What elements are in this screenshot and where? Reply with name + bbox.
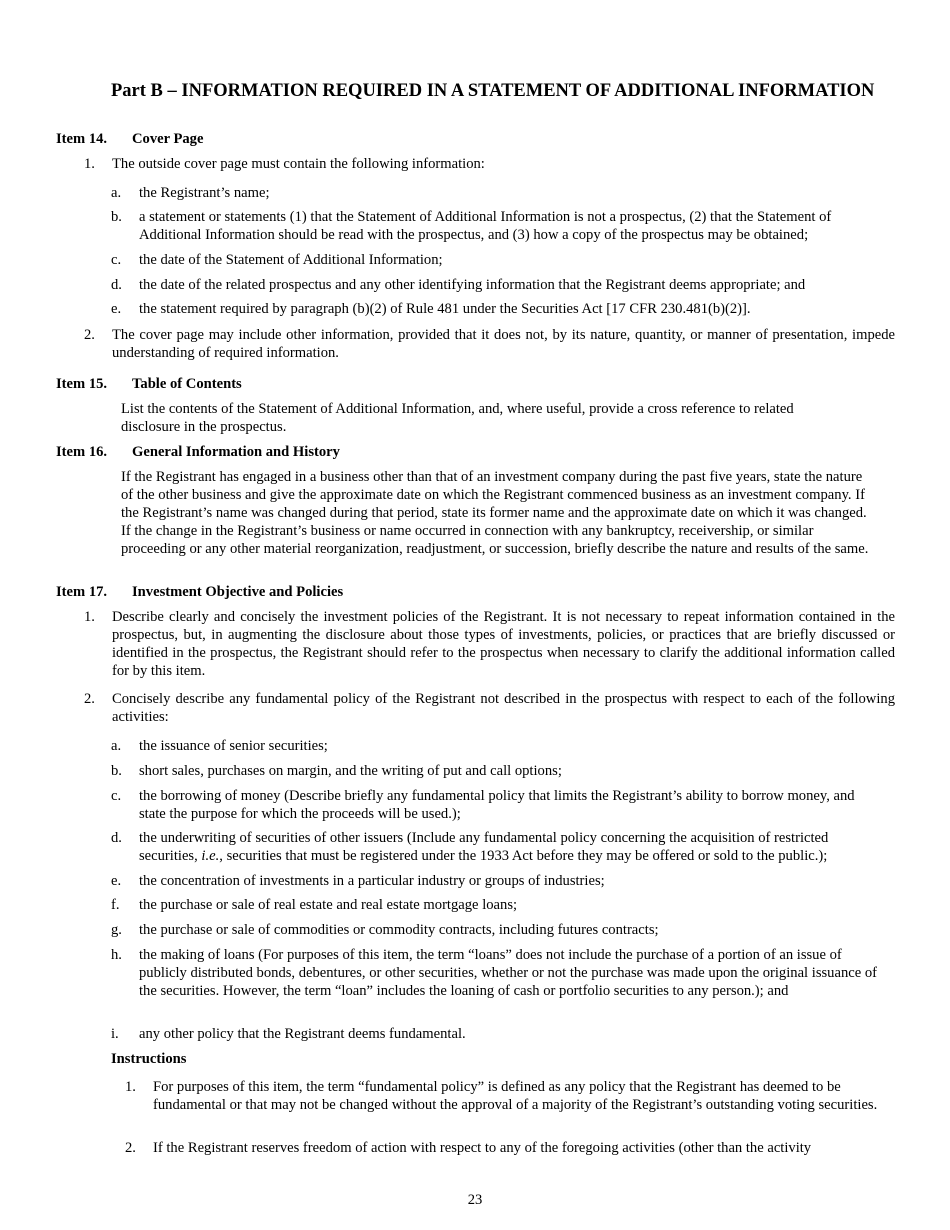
item-16-text: If the Registrant has engaged in a business other than that of an investment company during the past five years, state the nature of the other business and give the approximate date on which the Registrant commenced business as an investment company. If the Registrant’s name was changed during that period, state its former name and the approximate date on which it was changed. If the change in the Registrant’s business or name occurred in connection with any bankruptcy, receivership, or similar proceeding or any other material reorganization, readjustment, or succession, briefly describe the nature and results of the same. xyxy=(121,469,869,557)
list-text: Describe clearly and concisely the investment policies of the Registrant. It is not necessary to repeat information contained in the prospectus, but, in augmenting the disclosure about those types of investments, policies, or practices that are briefly discussed or identified in the prospectus, the Registrant should refer to the prospectus when necessary to clarify the additional information called for by this item. xyxy=(112,609,895,679)
list-marker: g. xyxy=(111,922,122,938)
instructions-heading: Instructions xyxy=(111,1051,187,1067)
list-marker: b. xyxy=(111,209,122,225)
item-number: Item 16. xyxy=(56,444,108,460)
list-marker: c. xyxy=(111,788,122,804)
list-text: The outside cover page must contain the following information: xyxy=(112,156,485,172)
list-text: For purposes of this item, the term “fundamental policy” is defined as any policy that the Registrant has deemed to be fundamental or that may not be changed without the approval of a majority of the Registrant’s outstanding voting securities. xyxy=(153,1079,878,1113)
list-marker: 1. xyxy=(125,1079,136,1095)
list-marker: a. xyxy=(111,185,122,201)
page-number: 23 xyxy=(467,1192,483,1208)
list-text: the Registrant’s name; xyxy=(139,185,270,201)
item-title: Table of Contents xyxy=(132,376,242,392)
list-marker: f. xyxy=(111,897,120,913)
list-marker: d. xyxy=(111,830,122,846)
list-text-part: the underwriting of securities of other issuers (Include any fundamental policy concerning the acquisition of restricted securities, xyxy=(139,830,829,864)
item-number: Item 15. xyxy=(56,376,108,392)
list-marker: 2. xyxy=(125,1140,136,1156)
item-title: Cover Page xyxy=(132,131,204,147)
list-marker: i. xyxy=(111,1026,119,1042)
page-title: Part B – INFORMATION REQUIRED IN A STATEMENT OF ADDITIONAL INFORMATION xyxy=(111,81,875,101)
item-14-heading xyxy=(56,130,203,148)
list-marker: d. xyxy=(111,277,122,293)
list-text-part: , securities that must be registered under the 1933 Act before they may be offered or sold to the public.); xyxy=(219,848,828,864)
list-marker: 2. xyxy=(84,327,95,343)
item-number: Item 17. xyxy=(56,584,108,600)
list-text: the date of the related prospectus and any other identifying information that the Registrant deems appropriate; and xyxy=(139,277,806,293)
list-text: If the Registrant reserves freedom of action with respect to any of the foregoing activities (other than the activity xyxy=(153,1140,812,1156)
list-text: the statement required by paragraph (b)(2) of Rule 481 under the Securities Act [17 CFR 230.481(b)(2)]. xyxy=(139,301,751,317)
list-marker: a. xyxy=(111,738,122,754)
list-text: short sales, purchases on margin, and the writing of put and call options; xyxy=(139,763,562,779)
list-marker: c. xyxy=(111,252,122,268)
list-marker: 2. xyxy=(84,691,95,707)
list-text: the borrowing of money (Describe briefly any fundamental policy that limits the Registrant’s ability to borrow money, and state the purpose for which the proceeds will be used.); xyxy=(139,788,855,822)
list-marker: e. xyxy=(111,301,122,317)
item-title: Investment Objective and Policies xyxy=(132,584,344,600)
list-text: the date of the Statement of Additional Information; xyxy=(139,252,443,268)
item-16-heading xyxy=(56,443,340,461)
list-text: The cover page may include other information, provided that it does not, by its nature, quantity, or manner of presentation, impede understanding of required information. xyxy=(112,327,895,361)
item-title: General Information and History xyxy=(132,444,340,460)
italic-abbreviation: i.e. xyxy=(201,848,220,864)
list-text: the purchase or sale of real estate and real estate mortgage loans; xyxy=(139,897,518,913)
list-marker: h. xyxy=(111,947,122,963)
item-17-heading xyxy=(56,583,343,601)
list-text: the making of loans (For purposes of this item, the term “loans” does not include the purchase of a portion of an issue of publicly distributed bonds, debentures, or other securities, whether or not the purchase was made upon the original issuance of the securities. However, the term “loan” includes the loaning of cash or portfolio securities to any person.); and xyxy=(139,947,878,999)
item-15-text: List the contents of the Statement of Additional Information, and, where useful, provide a cross reference to related disclosure in the prospectus. xyxy=(121,401,794,435)
item-15-heading xyxy=(56,375,242,393)
list-marker: 1. xyxy=(84,609,95,625)
list-text: a statement or statements (1) that the Statement of Additional Information is not a prospectus, (2) that the Statement of Additional Information should be read with the prospectus, and (3) how a copy of the prospectus may be obtained; xyxy=(139,209,832,243)
item-number: Item 14. xyxy=(56,131,108,147)
list-text: any other policy that the Registrant deems fundamental. xyxy=(139,1026,466,1042)
list-text: the purchase or sale of commodities or commodity contracts, including futures contracts; xyxy=(139,922,659,938)
list-marker: b. xyxy=(111,763,122,779)
list-text xyxy=(139,829,884,865)
list-marker: 1. xyxy=(84,156,95,172)
list-marker: e. xyxy=(111,873,122,889)
list-text: Concisely describe any fundamental policy of the Registrant not described in the prospectus with respect to each of the following activities: xyxy=(112,691,895,725)
list-text: the issuance of senior securities; xyxy=(139,738,328,754)
list-text: the concentration of investments in a particular industry or groups of industries; xyxy=(139,873,605,889)
